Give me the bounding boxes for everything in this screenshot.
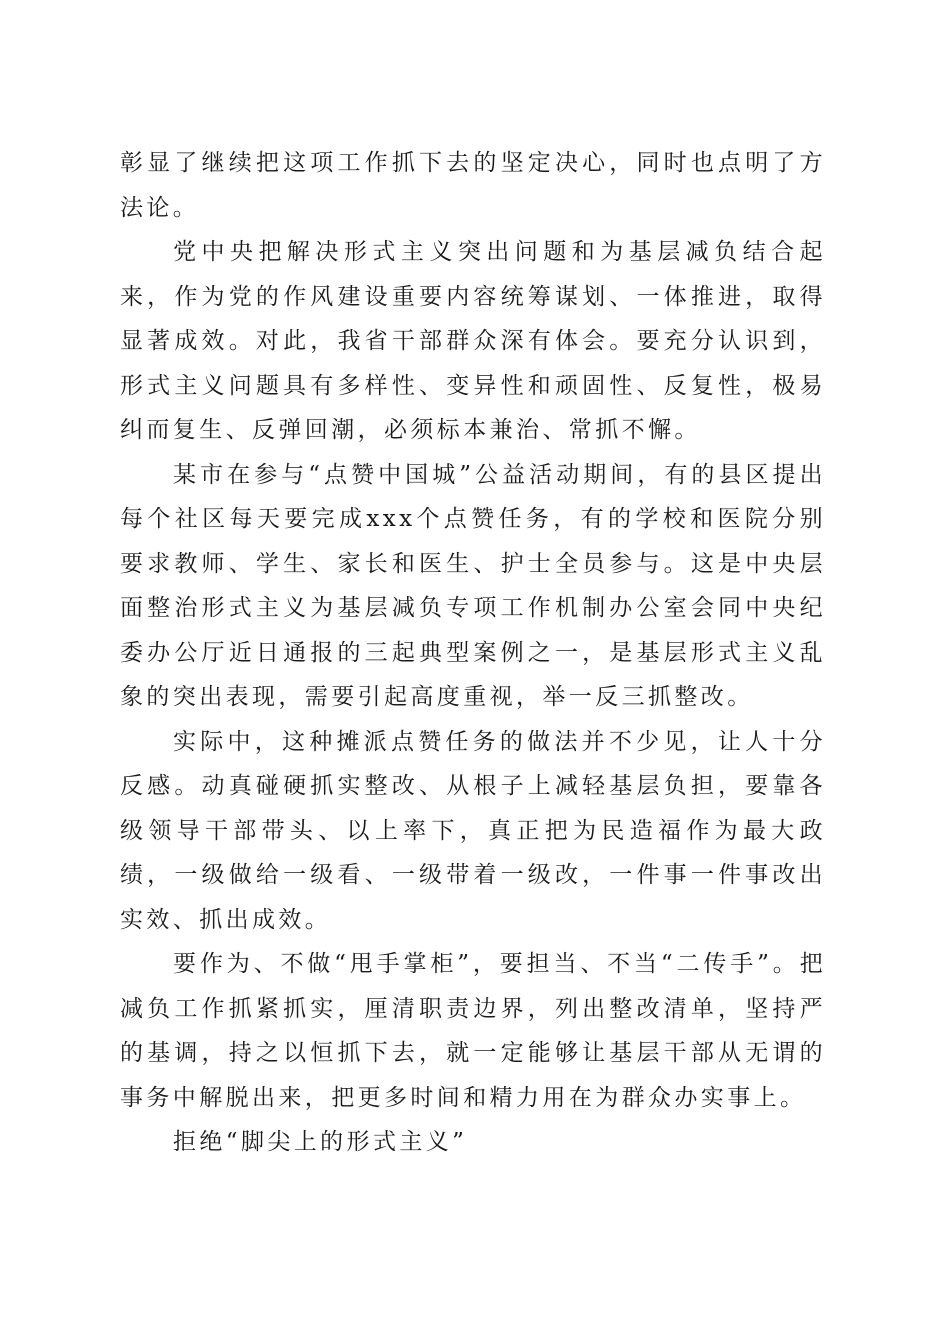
document-body (120, 141, 826, 1165)
paragraph: 要作为、不做“甩手掌柜”，要担当、不当“二传手”。把减负工作抓紧抓实，厘清职责边界，列出整改清单，坚持严的基调，持之以恒抓下去，就一定能够让基层干部从无谓的事务中解脱出来，把更多时间和精力用在为群众办实事上。 (120, 951, 826, 1111)
paragraph-continuation: 彰显了继续把这项工作抓下去的坚定决心，同时也点明了方法论。 (120, 150, 826, 221)
paragraph: 某市在参与“点赞中国城”公益活动期间，有的县区提出每个社区每天要完成xxx个点赞任务，有的学校和医院分别要求教师、学生、家长和医生、护士全员参与。这是中央层面整治形式主义为基层减负专项工作机制办公室会同中央纪委办公厅近日通报的三起典型案例之一，是基层形式主义乱象的突出表现，需要引起高度重视，举一反三抓整改。 (120, 461, 826, 710)
paragraph: 实际中，这种摊派点赞任务的做法并不少见，让人十分反感。动真碰硬抓实整改、从根子上减轻基层负担，要靠各级领导干部带头、以上率下，真正把为民造福作为最大政绩，一级做给一级看、一级带着一级改，一件事一件事改出实效、抓出成效。 (120, 728, 826, 933)
section-heading: 拒绝“脚尖上的形式主义” (173, 1129, 468, 1155)
paragraph: 党中央把解决形式主义突出问题和为基层减负结合起来，作为党的作风建设重要内容统筹谋划、一体推进，取得显著成效。对此，我省干部群众深有体会。要充分认识到，形式主义问题具有多样性、变异性和顽固性、反复性，极易纠而复生、反弹回潮，必须标本兼治、常抓不懈。 (120, 239, 826, 443)
